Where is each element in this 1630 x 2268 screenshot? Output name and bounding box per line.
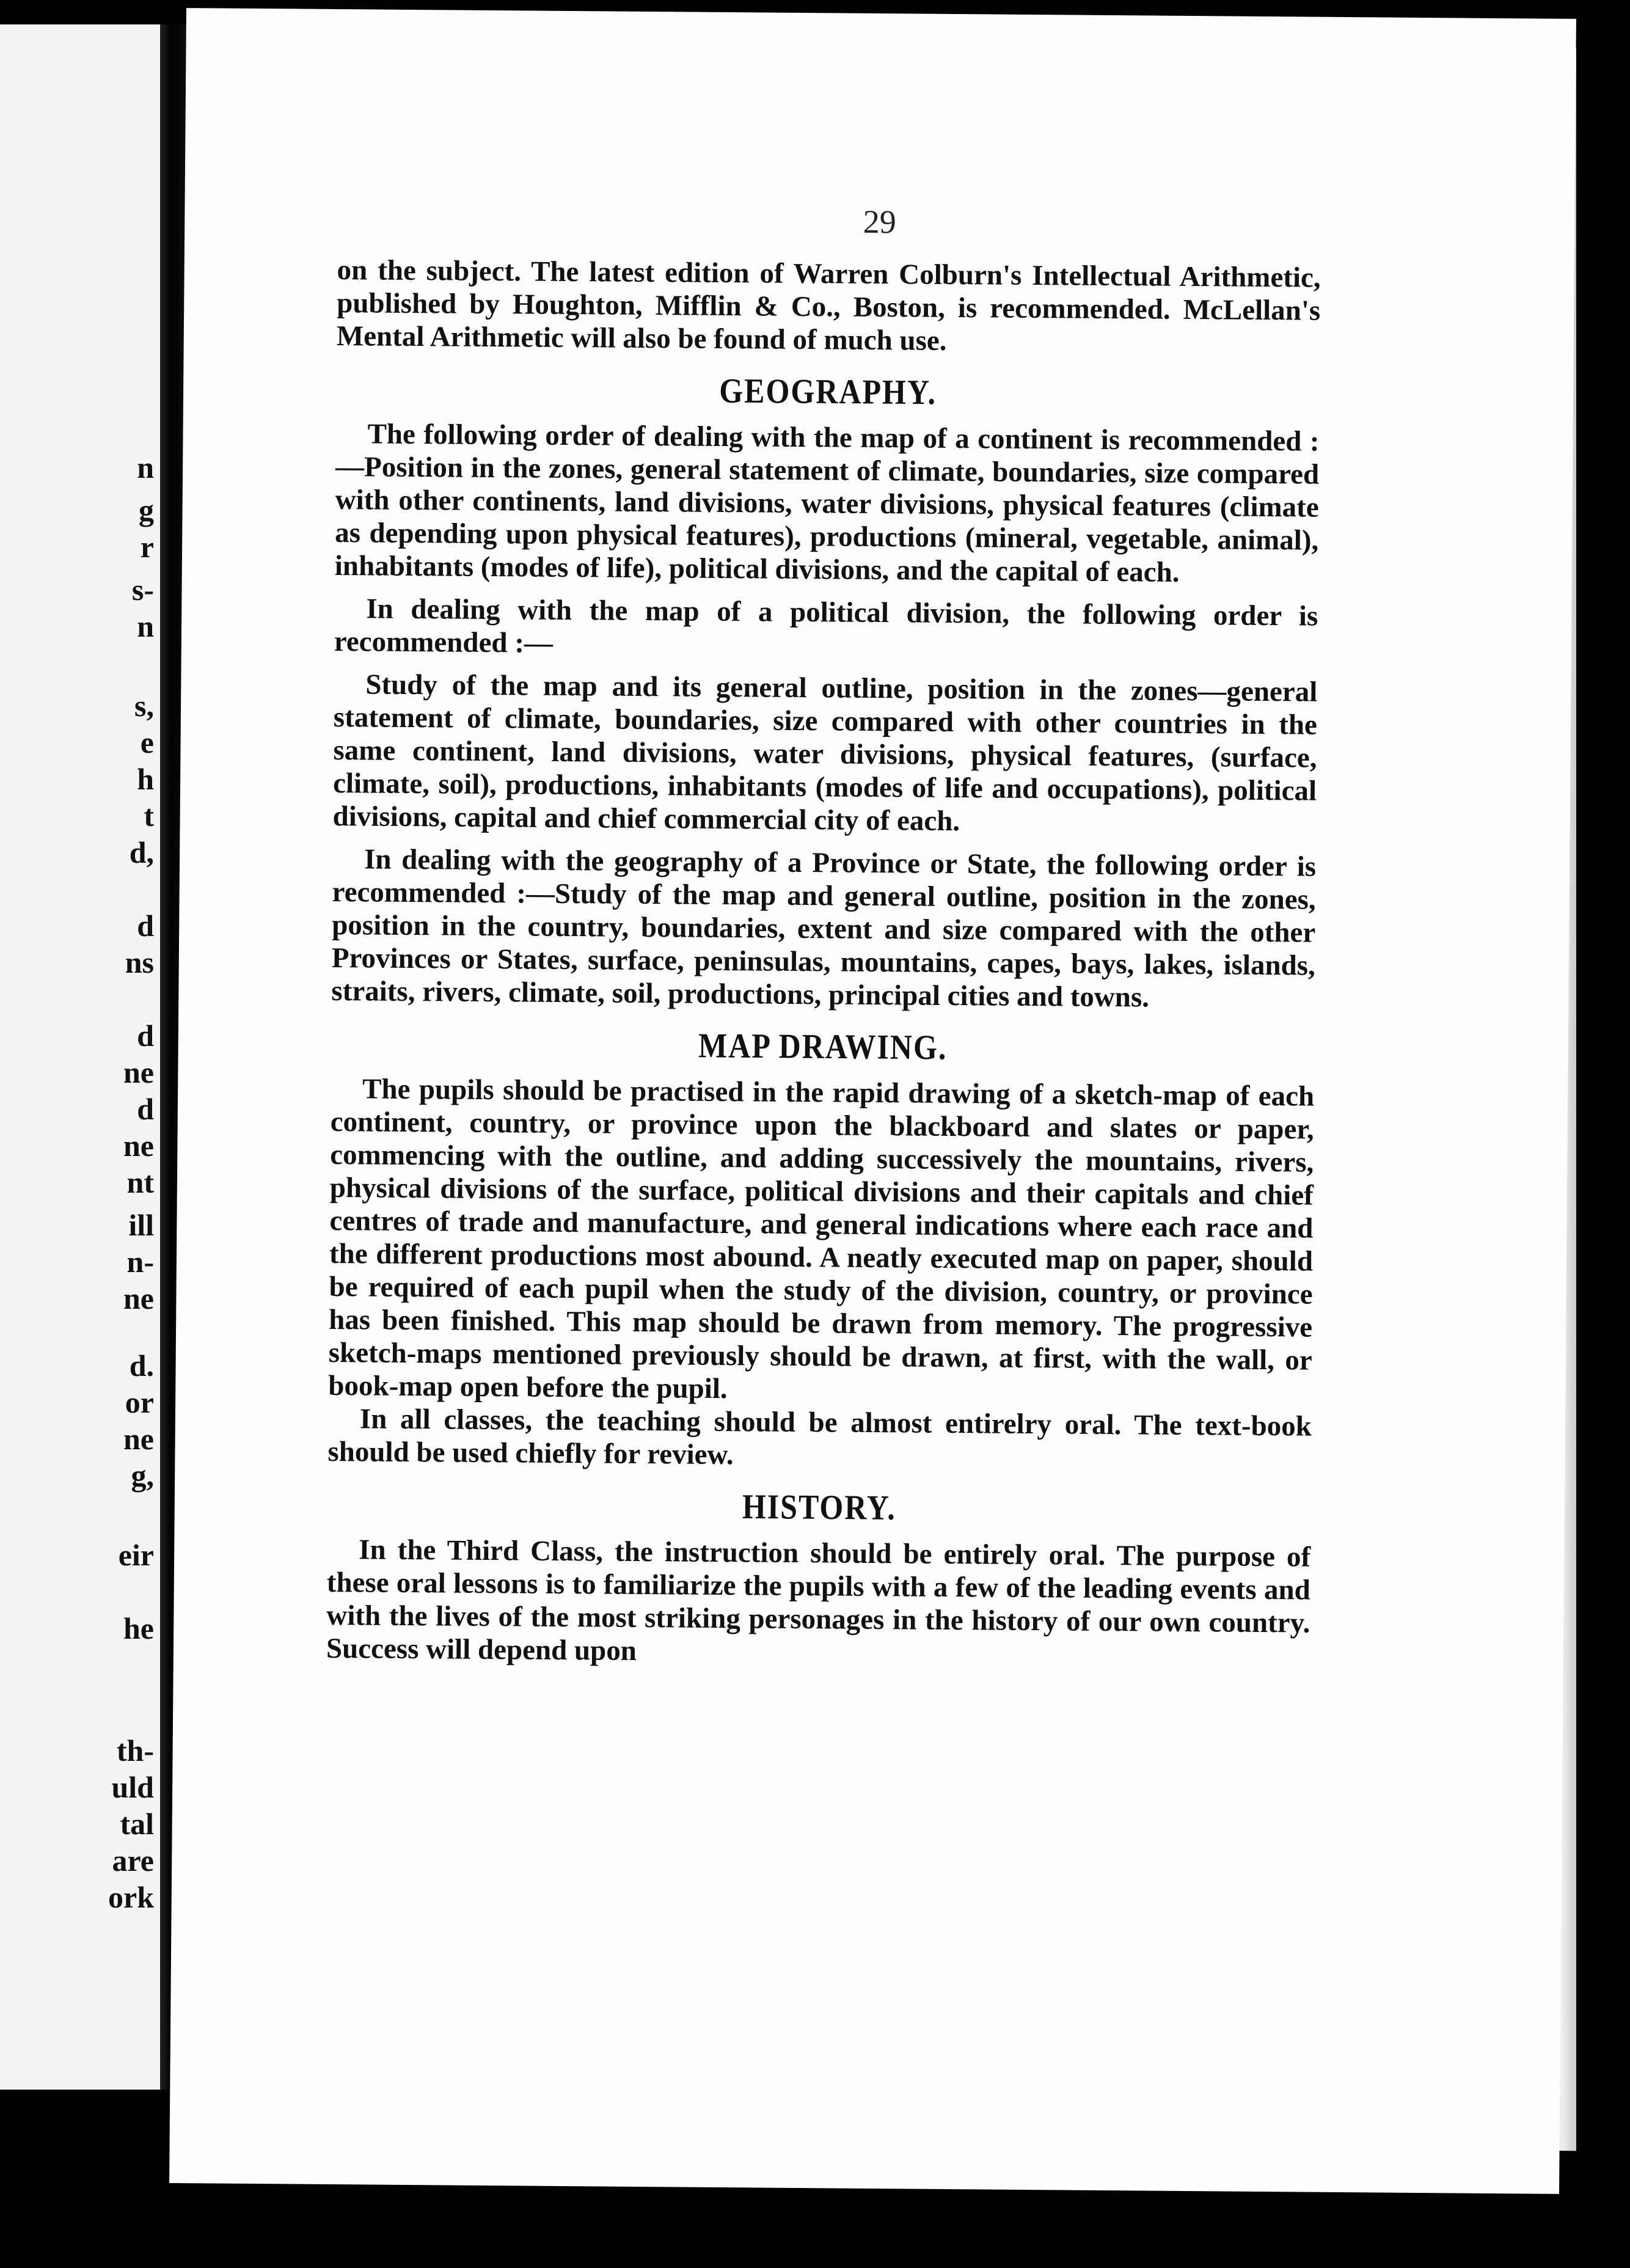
previous-page-strip [0,24,160,2090]
previous-page-fragment: he [123,1611,154,1645]
book-page [169,8,1576,2194]
previous-page-fragment: ork [108,1880,154,1914]
previous-page-fragment: ne [123,1055,154,1089]
previous-page-fragment: nt [126,1165,154,1199]
geography-paragraph-2: In dealing with the map of a political division, the following order is recommended :— [334,593,1318,659]
previous-page-fragment: d [137,909,154,943]
previous-page-fragment: g [139,493,154,527]
previous-page-fragment: ne [123,1129,154,1163]
previous-page-fragment: or [125,1385,154,1419]
previous-page-fragment: d, [129,835,154,869]
previous-page-fragment: s, [134,689,154,723]
history-heading: HISTORY. [742,1487,896,1527]
geography-paragraph-4: In dealing with the geography of a Province or State, the following order is recommended :—Study of the map and general outline, position in the zones, position in the country, boundaries, extent and size compared with the other Provinces or States, surface, peninsulas, mountains, capes, bays, lakes, islands, straits, rivers, climate, soil, productions, principal cities and towns. [331,843,1317,1014]
geography-heading: GEOGRAPHY. [719,370,937,412]
previous-page-fragment: eir [118,1538,154,1572]
page-text [326,254,1321,1673]
previous-page-fragment: t [144,799,154,833]
history-paragraph-1: In the Third Class, the instruction should be entirely oral. The purpose of these oral lessons is to familiarize the pupils with a few of the leading events and with the lives of the most striking personages in the history of our own country. Success will depend upon [326,1534,1311,1667]
previous-page-fragment: s- [131,572,154,607]
map-drawing-paragraph-1: The pupils should be practised in the rapid drawing of a sketch-map of each continent, country, or province upon the blackboard and slates or paper, commencing with the outline, and adding successively the mountains, rivers, physical divisions of the surface, political divisions and their capitals and chief centres of trade and manufacture, and general indications where each race and the different productions most abound. A neatly executed map on paper, should be required of each pupil when the study of the division, country, or province has been finished. This map should be drawn from memory. The progressive sketch-maps mentioned previously should be drawn, at first, with the wall, or book-map open before the pupil. [328,1073,1315,1405]
previous-page-fragment: r [140,530,154,564]
previous-page-fragment: h [137,762,154,796]
previous-page-fragment: ne [123,1281,154,1315]
previous-page-fragment: n [137,450,154,485]
previous-page-fragment: th- [116,1733,154,1768]
map-drawing-paragraph-2: In all classes, the teaching should be almost entirelry oral. The text-book should be used chiefly for review. [327,1403,1312,1471]
previous-page-fragment: ne [123,1422,154,1456]
map-drawing-heading: MAP DRAWING. [698,1025,948,1067]
geography-paragraph-1: The following order of dealing with the map of a continent is recommended :—Position in the zones, general statement of climate, boundaries, size compared with other continents, land divisions, water divisions, physical features (climate as depending upon physical features), productions (mineral, vegetable, animal), inhabitants (modes of life), political divisions, and the capital of each. [334,418,1320,588]
continuation-paragraph: on the subject. The latest edition of Warren Colburn's Intellectual Arithmetic, published by Houghton, Mifflin & Co., Boston, is recommended. McLellan's Mental Arithmetic will also be found of much use. [336,254,1321,357]
previous-page-fragment: g, [131,1458,154,1493]
previous-page-fragment: n [137,609,154,643]
previous-page-fragment: n- [126,1245,154,1279]
previous-page-fragment: d [137,1019,154,1053]
previous-page-fragment: ns [125,945,154,979]
previous-page-fragment: ill [128,1208,154,1242]
page-number: 29 [863,203,897,241]
previous-page-fragment: tal [120,1807,154,1841]
previous-page-fragment: e [140,725,154,759]
previous-page-fragment: uld [111,1770,154,1804]
previous-page-fragment: are [112,1843,154,1878]
previous-page-fragment: d [137,1092,154,1126]
previous-page-fragment: d. [129,1348,154,1383]
geography-paragraph-3: Study of the map and its general outline, position in the zones—general statement of climate, boundaries, size compared with other countries in the same continent, land divisions, water divisions, physical features, (surface, climate, soil), productions, inhabitants (modes of life and occupations), political divisions, capital and chief commercial city of each. [332,668,1318,838]
